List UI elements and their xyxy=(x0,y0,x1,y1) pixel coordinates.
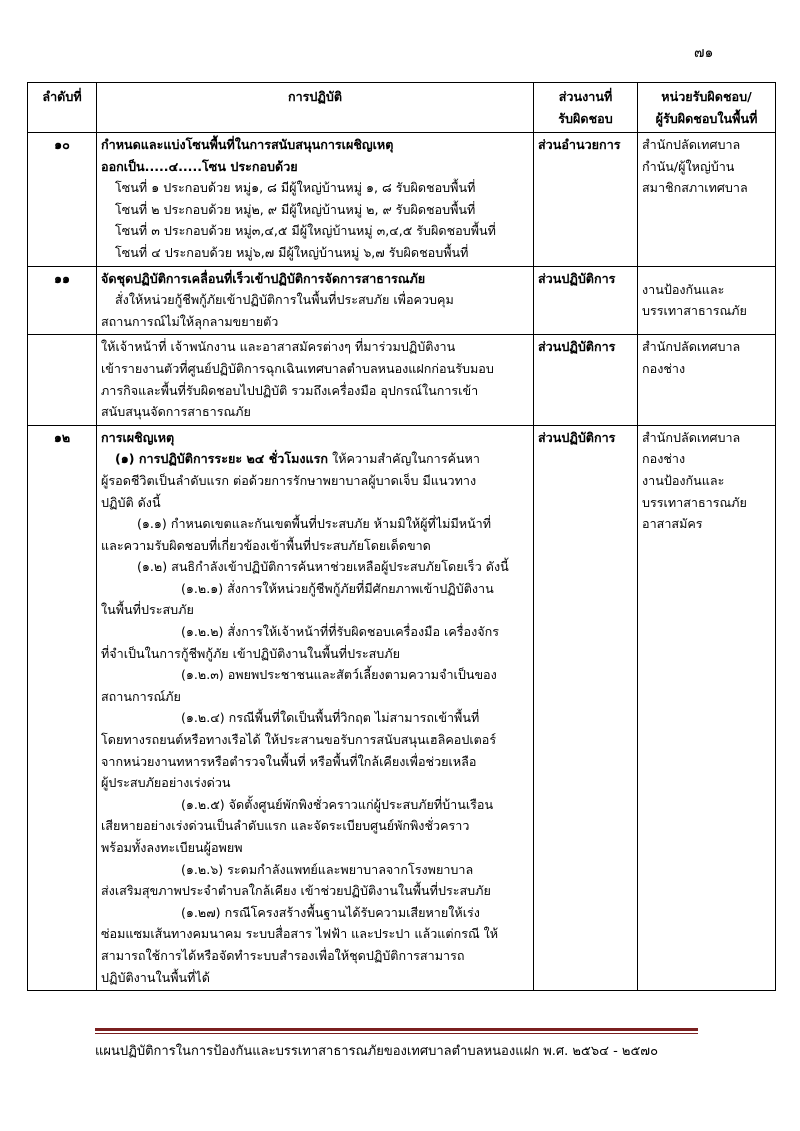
action-line: สถานการณ์ภัย xyxy=(101,688,181,704)
action-line: (๑.๒.๔) กรณีพื้นที่ใดเป็นพื้นที่วิกฤต ไม่สามารถเข้าพื้นที่ xyxy=(181,710,480,726)
row-responsible xyxy=(638,425,776,990)
row-number: ๑๐ xyxy=(28,133,97,267)
action-line: (๑.๒๗) กรณีโครงสร้างพื้นฐานได้รับความเสียหายให้เร่ง xyxy=(181,904,480,920)
action-line: และความรับผิดชอบที่เกี่ยวข้องเข้าพื้นที่ประสบภัยโดยเด็ดขาด xyxy=(101,537,431,553)
table-row xyxy=(28,335,776,425)
responsible-item: สมาชิกสภาเทศบาล xyxy=(642,180,748,196)
action-lead-rest: ให้ความสำคัญในการค้นหา xyxy=(328,451,480,467)
action-line: (๑.๒) สนธิกำลังเข้าปฏิบัติการค้นหาช่วยเหลือผู้ประสบภัยโดยเร็ว ดังนี้ xyxy=(137,559,509,575)
responsible-item: กำนัน/ผู้ใหญ่บ้าน xyxy=(642,158,735,174)
action-line: ปฏิบัติงานในพื้นที่ได้ xyxy=(101,969,210,985)
table-header-row xyxy=(28,83,776,133)
action-line: พร้อมทั้งลงทะเบียนผู้อพยพ xyxy=(101,840,243,855)
action-line: ปฏิบัติ ดังนี้ xyxy=(101,494,161,510)
row-unit: ส่วนอำนวยการ xyxy=(534,133,638,267)
action-title: การเผชิญเหตุ xyxy=(101,429,175,445)
responsible-item: บรรเทาสาธารณภัย xyxy=(642,303,747,319)
action-lead-bold: (๑) การปฏิบัติการระยะ ๒๔ ชั่วโมงแรก xyxy=(115,451,329,467)
row-action xyxy=(97,335,534,425)
action-line: กำหนดและแบ่งโซนพื้นที่ในการสนับสนุนการเผชิญเหตุ xyxy=(101,137,394,152)
responsible-item: สำนักปลัดเทศบาล xyxy=(642,429,741,445)
action-line: เสียหายอย่างเร่งด่วนเป็นลำดับแรก และจัดระเบียบศูนย์พักพิงชั่วคราว xyxy=(101,818,470,834)
footer-text: แผนปฏิบัติการในการป้องกันและบรรเทาสาธารณภัยของเทศบาลตำบลหนองแฝก พ.ศ. ๒๕๖๔ - ๒๕๗๐ xyxy=(95,1044,659,1059)
row-unit: ส่วนปฏิบัติการ xyxy=(534,266,638,335)
action-line: ออกเป็น.....๔.....โซน ประกอบด้วย xyxy=(101,158,298,174)
action-line: (๑.๒.๕) จัดตั้งศูนย์พักพิงชั่วคราวแก่ผู้ประสบภัยที่บ้านเรือน xyxy=(181,796,494,812)
action-line: โซนที่ ๓ ประกอบด้วย หมู่๓,๔,๕ มีผู้ใหญ่บ้านหมู่ ๓,๔,๕ รับผิดชอบพื้นที่ xyxy=(115,223,496,239)
header-responsible: หน่วยรับผิดชอบ/ ผู้รับผิดชอบในพื้นที่ xyxy=(638,83,776,133)
action-plan-table xyxy=(27,82,776,991)
responsible-item: อาสาสมัคร xyxy=(642,516,703,532)
action-line: (๑.๒.๑) สั่งการให้หน่วยกู้ชีพกู้ภัยที่มีศักยภาพเข้าปฏิบัติงาน xyxy=(181,580,494,596)
row-responsible xyxy=(638,335,776,425)
footer-rule xyxy=(95,1028,698,1031)
action-line: ผู้ประสบภัยอย่างเร่งด่วน xyxy=(101,775,231,791)
action-line: โซนที่ ๑ ประกอบด้วย หมู่๑, ๘ มีผู้ใหญ่บ้านหมู่ ๑, ๘ รับผิดชอบพื้นที่ xyxy=(115,180,476,196)
action-line: จัดชุดปฏิบัติการเคลื่อนที่เร็วเข้าปฏิบัติการจัดการสาธารณภัย xyxy=(101,270,426,286)
page-number: ๗๑ xyxy=(694,45,714,61)
responsible-item: งานป้องกันและ xyxy=(642,281,725,297)
action-line: โซนที่ ๔ ประกอบด้วย หมู่๖,๗ มีผู้ใหญ่บ้านหมู่ ๖,๗ รับผิดชอบพื้นที่ xyxy=(115,244,469,260)
table-row xyxy=(28,133,776,267)
action-line: ให้เจ้าหน้าที่ เจ้าพนักงาน และอาสาสมัครต่างๆ ที่มาร่วมปฏิบัติงาน xyxy=(101,339,456,355)
responsible-item: สำนักปลัดเทศบาล xyxy=(642,339,741,355)
responsible-item: สำนักปลัดเทศบาล xyxy=(642,137,741,152)
row-action xyxy=(97,133,534,267)
action-line: (๑.๑) กำหนดเขตและกันเขตพื้นที่ประสบภัย ห้ามมิให้ผู้ที่ไม่มีหน้าที่ xyxy=(137,516,492,532)
header-unit: ส่วนงานที่ รับผิดชอบ xyxy=(534,83,638,133)
responsible-item: งานป้องกันและ xyxy=(642,472,725,488)
header-order: ลำดับที่ xyxy=(28,83,97,133)
row-number: ๑๒ xyxy=(28,425,97,990)
responsible-item: กองช่าง xyxy=(642,451,686,467)
row-responsible xyxy=(638,266,776,335)
action-line: เข้ารายงานตัวที่ศูนย์ปฏิบัติการฉุกเฉินเทศบาลตำบลหนองแฝกก่อนรับมอบ xyxy=(101,360,494,376)
footer-rule-thin xyxy=(95,1033,698,1034)
action-line: โดยทางรถยนต์หรือทางเรือได้ ให้ประสานขอรับการสนับสนุนเฮลิคอปเตอร์ xyxy=(101,732,497,748)
row-unit: ส่วนปฏิบัติการ xyxy=(534,425,638,990)
action-line: ในพื้นที่ประสบภัย xyxy=(101,602,194,618)
table-row xyxy=(28,425,776,990)
responsible-item: บรรเทาสาธารณภัย xyxy=(642,494,747,510)
row-number xyxy=(28,335,97,425)
action-line: จากหน่วยงานทหารหรือตำรวจในพื้นที่ หรือพื้นที่ใกล้เคียงเพื่อช่วยเหลือ xyxy=(101,753,477,769)
row-action xyxy=(97,425,534,990)
action-line: โซนที่ ๒ ประกอบด้วย หมู่๒, ๙ มีผู้ใหญ่บ้านหมู่ ๒, ๙ รับผิดชอบพื้นที่ xyxy=(115,201,476,217)
action-lead xyxy=(101,448,529,470)
action-line: ส่งเสริมสุขภาพประจำตำบลใกล้เคียง เข้าช่วยปฏิบัติงานในพื้นที่ประสบภัย xyxy=(101,883,491,899)
row-responsible xyxy=(638,133,776,267)
action-line: (๑.๒.๖) ระดมกำลังแพทย์และพยาบาลจากโรงพยาบาล xyxy=(181,861,474,877)
action-line: (๑.๒.๓) อพยพประชาชนและสัตว์เลี้ยงตามความจำเป็นของ xyxy=(181,667,497,683)
table-row xyxy=(28,266,776,335)
header-action: การปฏิบัติ xyxy=(97,83,534,133)
action-line: ผู้รอดชีวิตเป็นลำดับแรก ต่อด้วยการรักษาพยาบาลผู้บาดเจ็บ มีแนวทาง xyxy=(101,472,477,488)
action-line: สามารถใช้การได้หรือจัดทำระบบสำรองเพื่อให้ชุดปฏิบัติการสามารถ xyxy=(101,947,465,963)
action-line: ภารกิจและพื้นที่รับผิดชอบไปปฏิบัติ รวมถึงเครื่องมือ อุปกรณ์ในการเข้า xyxy=(101,382,479,398)
row-unit: ส่วนปฏิบัติการ xyxy=(534,335,638,425)
action-line: (๑.๒.๒) สั่งการให้เจ้าหน้าที่ที่รับผิดชอบเครื่องมือ เครื่องจักร xyxy=(181,624,499,640)
action-line: สั่งให้หน่วยกู้ชีพกู้ภัยเข้าปฏิบัติการในพื้นที่ประสบภัย เพื่อควบคุม xyxy=(115,292,454,308)
action-line: ที่จำเป็นในการกู้ชีพกู้ภัย เข้าปฏิบัติงานในพื้นที่ประสบภัย xyxy=(101,645,400,661)
action-line: สนับสนุนจัดการสาธารณภัย xyxy=(101,404,251,420)
row-action xyxy=(97,266,534,335)
action-line: สถานการณ์ไม่ให้ลุกลามขยายตัว xyxy=(101,313,279,329)
responsible-item: กองช่าง xyxy=(642,360,686,376)
row-number: ๑๑ xyxy=(28,266,97,335)
action-line: ซ่อมแซมเส้นทางคมนาคม ระบบสื่อสาร ไฟฟ้า และประปา แล้วแต่กรณี ให้ xyxy=(101,926,499,942)
